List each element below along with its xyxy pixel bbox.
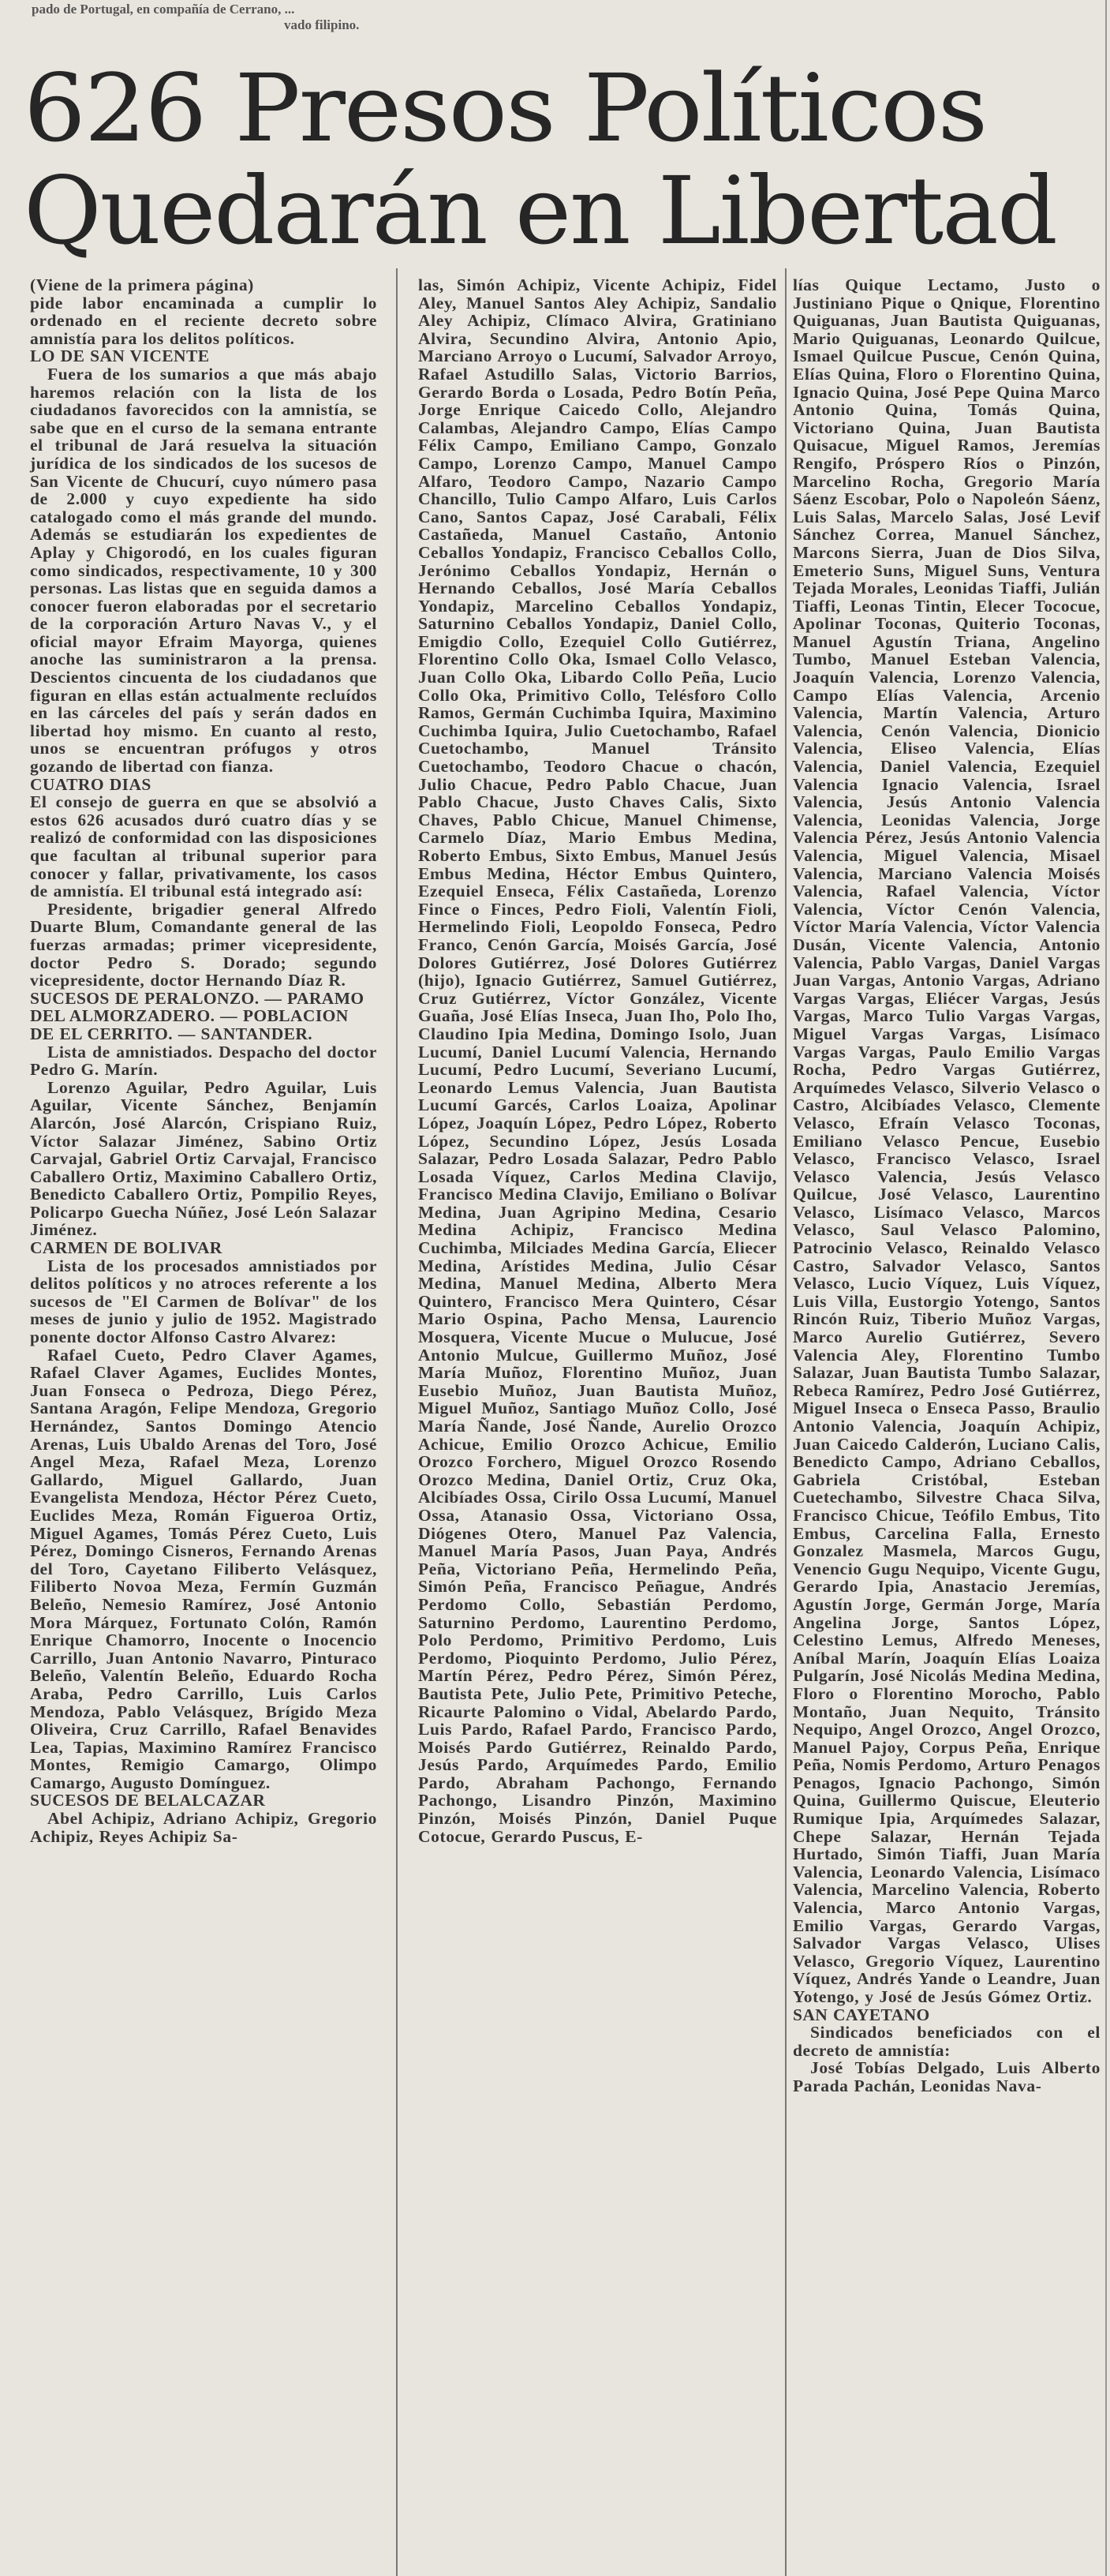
headline-line-2: Quedarán en Libertad [24, 156, 1056, 265]
name-list: Lorenzo Aguilar, Pedro Aguilar, Luis Aguilar, Vicente Sánchez, Benjamín Alarcón, José Alarcón, Crispiano Ruiz, Víctor Salazar Jiménez, Sabino Ortiz Carvajal, Gabriel Ortiz Carvajal, Francisco Caballero Ortiz, Maximino Caballero Ortiz, Benedicto Caballero Ortiz, Pompilio Reyes, Policarpo Guecha Núñez, José León Salazar Jiménez. [30, 1077, 377, 1240]
column-rule [785, 268, 787, 2576]
subheading-cuatro-dias: CUATRO DIAS [30, 774, 151, 794]
paragraph: pide labor encaminada a cumplir lo ordenado en el reciente decreto sobre amnistía para los delitos políticos. [30, 293, 377, 348]
previous-article-fragment [32, 2, 678, 33]
paragraph: Lista de amnistiados. Despacho del doctor Pedro G. Marín. [30, 1042, 377, 1080]
fragment-line-1: pado de Portugal, en compañía de Cerrano, ... [32, 2, 295, 17]
name-list: lías Quique Lectamo, Justo o Justiniano Pique o Qnique, Florentino Quiguanas, Juan Bautista Quiguanas, Mario Quiguanas, Leonardo Quilcue, Ismael Quilcue Puscue, Cenón Quina, Elías Quina, Floro o Florentino Quina, Ignacio Quina, José Pepe Quina Marco Antonio Quina, Tomás Quina, Victoriano Quina, Juan Bautista Quisacue, Miguel Ramos, Jeremías Rengifo, Próspero Ríos o Pinzón, Marcelino Rocha, Gregorio María Sáenz Escobar, Polo o Napoleón Sáenz, Luis Salas, Marcelo Salas, José Levif Sánchez Correa, Manuel Sánchez, Marcons Sierra, Juan de Dios Silva, Emeterio Suns, Miguel Suns, Ventura Tejada Morales, Leonidas Tiaffi, Julián Tiaffi, Leonas Tintin, Elecer Tococue, Apolinar Toconas, Quiterio Toconas, Manuel Agustín Triana, Angelino Tumbo, Manuel Esteban Valencia, Joaquín Valencia, Lorenzo Valencia, Campo Elías Valencia, Arcenio Valencia, Martín Valencia, Arturo Valencia, Cenón Valencia, Dionicio Valencia, Eliseo Valencia, Elías Valencia, Daniel Valencia, Ezequiel Valencia Ignacio Valencia, Israel Valencia, Jesús Antonio Valencia Valencia, Leonidas Valencia, Jorge Valencia Pérez, Jesús Antonio Valencia Valencia, Miguel Valencia, Misael Valencia, Marciano Valencia Moisés Valencia, Rafael Valencia, Víctor Valencia, Víctor Cenón Valencia, Víctor María Valencia, Víctor Valencia Dusán, Vicente Valencia, Antonio Valencia, Pablo Vargas, Daniel Vargas Juan Vargas, Antonio Vargas, Adriano Vargas Vargas, Eliécer Vargas, Jesús Vargas, Marco Tulio Vargas Vargas, Miguel Vargas Vargas, Lisímaco Vargas Vargas, Paulo Emilio Vargas Rocha, Pedro Vargas Gutiérrez, Arquímedes Velasco, Silverio Velasco o Castro, Alcibíades Velasco, Clemente Velasco, Efraín Velasco Toconas, Emiliano Velasco Pencue, Eusebio Velasco, Francisco Velasco, Israel Velasco Valencia, Jesús Velasco Quilcue, José Velasco, Laurentino Velasco, Lisímaco Velasco, Marcos Velasco, Saul Velasco Palomino, Patrocinio Velasco, Reinaldo Velasco Castro, Salvador Velasco, Santos Velasco, Lucio Víquez, Luis Víquez, Luis Villa, Eustorgio Yotengo, Santos Rincón Ruiz, Tiberio Muñoz Vargas, Marco Aurelio Gutiérrez, Severo Valencia Aley, Florentino Tumbo Salazar, Juan Bautista Tumbo Salazar, Rebeca Ramírez, Pedro José Gutiérrez, Miguel Inseca o Enseca Passo, Braulio Antonio Valencia, Joaquín Achipiz, Juan Caicedo Calderón, Luciano Calis, Benedicto Campo, Adriano Ceballos, Gabriela Cristóbal, Esteban Cuetechambo, Silvestre Chaca Silva, Francisco Chicue, Teófilo Embus, Tito Embus, Carcelina Falla, Ernesto Gonzalez Masmela, Marcos Gugu, Venencio Gugu Nequipo, Vicente Gugu, Gerardo Ipia, Anastacio Jeremías, Agustín Jorge, Germán Jorge, María Angelina Jorge, Santos López, Celestino Lemus, Alfredo Meneses, Aníbal Marín, Joaquín Elías Loaiza Pulgarín, José Nicolás Medina Medina, Floro o Florentino Morocho, Pablo Montaño, Juan Nequito, Tránsito Nequipo, Angel Orozco, Angel Orozco, Manuel Pajoy, Corpus Peña, Enrique Peña, Nomis Perdomo, Arturo Penagos Penagos, Ignacio Pachongo, Simón Quina, Guillermo Quiscue, Eleuterio Rumique Ipia, Arquímedes Salazar, Chepe Salazar, Hernán Tejada Hurtado, Simón Tiaffi, Juan María Valencia, Leonardo Valencia, Lisímaco Valencia, Marcelino Valencia, Roberto Valencia, Marco Antonio Vargas, Emilio Vargas, Gerardo Vargas, Salvador Vargas Velasco, Ulises Velasco, Gregorio Víquez, Laurentino Víquez, Andrés Yande o Leandre, Juan Yotengo, y José de Jesús Gómez Ortiz. [793, 275, 1101, 2006]
subheading-carmen-de-bolivar: CARMEN DE BOLIVAR [30, 1238, 222, 1258]
page-edge [1105, 0, 1107, 2576]
name-list: Rafael Cueto, Pedro Claver Agames, Rafael Claver Agames, Euclides Montes, Juan Fonseca o Pedroza, Diego Pérez, Santana Aragón, Felipe Mendoza, Gregorio Hernández, Santos Domingo Atencio Arenas, Luis Ubaldo Arenas del Toro, José Angel Meza, Rafael Meza, Lorenzo Gallardo, Miguel Gallardo, Juan Evangelista Mendoza, Héctor Pérez Cueto, Euclides Meza, Román Figueroa Ortiz, Miguel Agames, Tomás Pérez Cueto, Luis Pérez, Domingo Cisneros, Fernando Arenas del Toro, Cayetano Filiberto Velásquez, Filiberto Novoa Meza, Fermín Guzmán Beleño, Nemesio Ramírez, José Antonio Mora Márquez, Fortunato Colón, Ramón Enrique Chamorro, Inocente o Inocencio Carrillo, Juan Antonio Navarro, Pinturaco Beleño, Valentín Beleño, Eduardo Rocha Araba, Pedro Carrillo, Luis Carlos Mendoza, Pablo Velásquez, Brígido Meza Oliveira, Cruz Carrillo, Rafael Benavides Lea, Tapias, Maximino Ramírez Francisco Montes, Remigio Camargo, Olimpo Camargo, Augusto Domínguez. [30, 1345, 377, 1792]
article-column-3 [793, 276, 1101, 2095]
headline-line-1: 626 Presos Políticos [24, 54, 987, 163]
column-rule [396, 268, 398, 2576]
fragment-line-2: vado filipino. [284, 17, 360, 32]
paragraph: Lista de los procesados amnistiados por delitos políticos y no atroces referente a los sucesos de "El Carmen de Bolívar" de los meses de junio y julio de 1952. Magistrado ponente doctor Alfonso Castro Alvarez: [30, 1256, 377, 1347]
article-column-2 [418, 276, 777, 1845]
article-column-1 [30, 276, 377, 1845]
subheading-san-cayetano: SAN CAYETANO [793, 2005, 930, 2024]
paragraph: Presidente, brigadier general Alfredo Duarte Blum, Comandante general de las fuerzas armadas; primer vicepresidente, doctor Pedro S. Dorado; segundo vicepresidente, doctor Hernando Díaz R. [30, 899, 377, 990]
continued-note: (Viene de la primera página) [30, 275, 254, 294]
subheading-peralonzo: SUCESOS DE PERALONZO. — PARAMO DEL ALMORZADERO. — POBLACION DE EL CERRITO. — SANTANDER. [30, 988, 364, 1043]
paragraph: Fuera de los sumarios a que más abajo haremos relación con la lista de los ciudadanos favorecidos con la amnistía, se sabe que en el curso de la semana entrante el tribunal de Jará resuelva la situación jurídica de los sindicados de los sucesos de San Vicente de Chucurí, cuyo número pasa de 2.000 y cuyo expediente ha sido catalogado como el más grande del mundo. Además se estudiarán los expedientes de Aplay y Chigorodó, en los cuales figuran como sindicados, respectivamente, 10 y 300 personas. Las listas que en seguida damos a conocer fueron elaboradas por el secretario de la corporación Arturo Navas V., y el oficial mayor Efraim Mayorga, quienes anoche las suministraron a la prensa. Descientos cincuenta de los ciudadanos que figuran en ellas están actualmente recluídos en las cárceles del país y serán dados en libertad hoy mismo. En cuanto al resto, unos se encuentran prófugos y otros gozando de libertad con fianza. [30, 364, 377, 777]
paragraph: Sindicados beneficiados con el decreto de amnistía: [793, 2023, 1101, 2060]
name-list: José Tobías Delgado, Luis Alberto Parada Pachán, Leonidas Nava- [793, 2058, 1101, 2095]
subheading-belalcazar: SUCESOS DE BELALCAZAR [30, 1791, 266, 1810]
name-list: las, Simón Achipiz, Vicente Achipiz, Fidel Aley, Manuel Santos Aley Achipiz, Sandalio Aley Achipiz, Clímaco Alvira, Gratiniano Alvira, Secundino Alvira, Antonio Apio, Marciano Arroyo o Lucumí, Salvador Arroyo, Rafael Astudillo Salas, Victorio Barrios, Gerardo Borda o Losada, Pedro Botín Peña, Jorge Enrique Caicedo Collo, Alejandro Calambas, Alejandro Campo, Elías Campo Félix Campo, Emiliano Campo, Gonzalo Campo, Lorenzo Campo, Manuel Campo Alfaro, Teodoro Campo, Nazario Campo Chancillo, Tulio Campo Alfaro, Luis Carlos Cano, Santos Capaz, José Carabali, Félix Castañeda, Manuel Castaño, Antonio Ceballos Yondapiz, Francisco Ceballos Collo, Jerónimo Ceballos Yondapiz, Hernán o Hernando Ceballos, José María Ceballos Yondapiz, Marcelino Ceballos Yondapiz, Saturnino Ceballos Yondapiz, Daniel Collo, Emigdio Collo, Ezequiel Collo Gutiérrez, Florentino Collo Oka, Ismael Collo Velasco, Juan Collo Oka, Libardo Collo Peña, Lucio Collo Oka, Primitivo Collo, Telésforo Collo Ramos, Germán Cuchimba Iquira, Maximino Cuchimba Iquira, Julio Cuetochambo, Rafael Cuetochambo, Manuel Tránsito Cuetochambo, Teodoro Chacue o chacón, Julio Chacue, Pedro Pablo Chacue, Juan Pablo Chacue, Justo Chaves Calis, Sixto Chaves, Pablo Chicue, Manuel Chimense, Carmelo Díaz, Mario Embus Medina, Roberto Embus, Sixto Embus, Manuel Jesús Embus Medina, Héctor Embus Quintero, Ezequiel Enseca, Félix Castañeda, Lorenzo Fince o Finces, Pedro Fioli, Valentín Fioli, Hermelindo Fioli, Leopoldo Fonseca, Pedro Franco, Cenón García, Moisés García, José Dolores Gutiérrez, José Dolores Gutiérrez (hijo), Ignacio Gutiérrez, Samuel Gutiérrez, Cruz Gutiérrez, Víctor González, Vicente Guaña, José Elías Inseca, Juan Iho, Polo Iho, Claudino Ipia Medina, Domingo Isolo, Juan Lucumí, Daniel Lucumí Valencia, Hernando Lucumí, Pedro Lucumí, Severiano Lucumí, Leonardo Lemus Valencia, Juan Bautista Lucumí Garcés, Carlos Loaiza, Apolinar López, Joaquín López, Pedro López, Roberto López, Secundino López, Jesús Losada Salazar, Pedro Losada Salazar, Pedro Pablo Losada Víquez, Carlos Medina Clavijo, Francisco Medina Clavijo, Emiliano o Bolívar Medina, Juan Agripino Medina, Cesario Medina Achipiz, Francisco Medina Cuchimba, Milciades Medina García, Eliecer Medina, Arístides Medina, Julio César Medina, Manuel Medina, Alberto Mera Quintero, Francisco Mera Quintero, César Mario Ospina, Pacho Mensa, Laurencio Mosquera, Vicente Mucue o Mulucue, José Antonio Mulcue, Guillermo Muñoz, José María Muñoz, Florentino Muñoz, Juan Eusebio Muñoz, Juan Bautista Muñoz, Miguel Muñoz, Santiago Muñoz Collo, José María Ñande, José Ñande, Aurelio Orozco Achicue, Emilio Orozco Achicue, Emilio Orozco Forchero, Miguel Orozco Rosendo Orozco Medina, Daniel Ortiz, Cruz Oka, Alcibíades Ossa, Cirilo Ossa Lucumí, Manuel Ossa, Atanasio Ossa, Victoriano Ossa, Diógenes Otero, Manuel Paz Valencia, Manuel María Pasos, Juan Paya, Andrés Peña, Victoriano Peña, Hermelindo Peña, Simón Peña, Francisco Peñague, Andrés Perdomo Collo, Sebastián Perdomo, Saturnino Perdomo, Laurentino Perdomo, Polo Perdomo, Primitivo Perdomo, Luis Perdomo, Pioquinto Perdomo, Julio Pérez, Martín Pérez, Pedro Pérez, Simón Pérez, Bautista Pete, Julio Pete, Primitivo Peteche, Ricaurte Palomino o Vidal, Abelardo Pardo, Luis Pardo, Rafael Pardo, Francisco Pardo, Moisés Pardo Gutiérrez, Reinaldo Pardo, Jesús Pardo, Arquímedes Pardo, Emilio Pardo, Abraham Pachongo, Fernando Pachongo, Lisandro Pinzón, Maximino Pinzón, Moisés Pinzón, Daniel Puque Cotocue, Gerardo Puscus, E- [418, 275, 777, 1846]
subheading-san-vicente: LO DE SAN VICENTE [30, 346, 210, 366]
paragraph: El consejo de guerra en que se absolvió a estos 626 acusados duró cuatro días y se realizó de conformidad con las disposiciones que facultan al tribunal superior para conocer y fallar, privativamente, los casos de amnistía. El tribunal está integrado así: [30, 792, 377, 901]
name-list: Abel Achipiz, Adriano Achipiz, Gregorio Achipiz, Reyes Achipiz Sa- [30, 1809, 377, 1846]
